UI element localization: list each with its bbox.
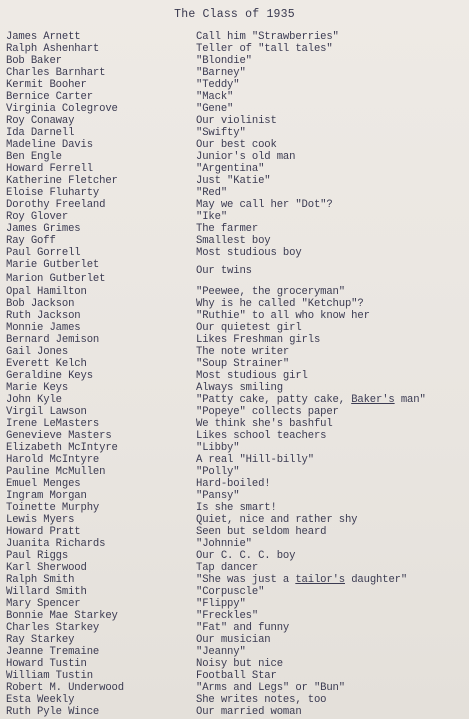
roster-row [6,139,469,151]
student-name: Opal Hamilton [6,285,87,298]
student-name: William Tustin [6,670,93,683]
student-name: Robert M. Underwood [6,682,124,695]
student-note [196,706,469,718]
student-note-text: "Arms and Legs" or "Bun" [196,682,345,695]
roster-row [6,211,469,223]
student-name: Bob Baker [6,55,62,68]
student-note [196,358,469,370]
student-note-text: Our C. C. C. boy [196,550,296,563]
student-note [196,682,469,694]
roster-row [6,358,469,370]
student-note-text: "Flippy" [196,598,246,611]
student-note [196,43,469,55]
roster-row [6,79,469,91]
student-name: Juanita Richards [6,538,106,551]
student-note-text: "Mack" [196,91,234,104]
student-note [196,514,469,526]
roster-row [6,466,469,478]
student-note [196,199,469,211]
student-name: Gail Jones [6,345,69,358]
student-name: Jeanne Tremaine [6,646,100,659]
roster-row [6,598,469,610]
student-note [196,151,469,163]
student-note-text: The farmer [196,223,259,236]
student-roster [6,31,469,718]
roster-row [6,562,469,574]
student-name: Everett Kelch [6,357,87,370]
student-note-text: "Ike" [196,211,228,224]
student-note [196,163,469,175]
student-name: Toinette Murphy [6,502,100,515]
student-name: Ray Goff [6,235,56,248]
roster-row [6,67,469,79]
roster-row [6,151,469,163]
student-name: Ray Starkey [6,634,75,647]
student-note [196,187,469,199]
student-name: James Grimes [6,223,81,236]
roster-row [6,418,469,430]
student-name: Mary Spencer [6,598,81,611]
student-note-text: "Barney" [196,67,246,80]
student-note [196,562,469,574]
student-note [196,478,469,490]
student-note-text: The note writer [196,345,290,358]
student-name: Lewis Myers [6,514,75,527]
student-note [196,79,469,91]
roster-row [6,322,469,334]
student-note-text: Hard-boiled! [196,478,271,491]
student-note [196,622,469,634]
student-note-text: May we call her "Dot"? [196,199,333,212]
student-note-text: Just "Katie" [196,175,271,188]
student-note-text: Football Star [196,670,277,683]
student-note [196,31,469,43]
student-note-text: "Swifty" [196,127,246,140]
student-note [196,442,469,454]
student-name: Ralph Ashenhart [6,43,100,56]
student-note-text: Our married woman [196,706,302,719]
student-note-text: "She was just a [196,574,296,587]
student-note-text: "Libby" [196,442,240,455]
student-note [196,466,469,478]
student-note [196,526,469,538]
student-note-text: Our twins [196,265,252,278]
student-note-text: "Red" [196,187,228,200]
student-note-text: Quiet, nice and rather shy [196,514,358,527]
student-note [196,175,469,187]
student-note [196,538,469,550]
roster-row [6,670,469,682]
roster-row [6,382,469,394]
roster-row [6,658,469,670]
student-note-text: Likes school teachers [196,430,327,442]
student-name: Marie Gutberlet [6,259,100,272]
student-note-text: Noisy but nice [196,658,283,671]
student-name: Ingram Morgan [6,490,87,503]
student-name: Monnie James [6,321,81,334]
roster-row [6,634,469,646]
student-note [196,658,469,670]
student-name: Roy Glover [6,211,69,224]
roster-row [6,394,469,406]
roster-row [6,442,469,454]
student-note [196,634,469,646]
student-name: Harold McIntyre [6,454,100,467]
student-note [196,598,469,610]
page-title: The Class of 1935 [174,8,295,21]
student-note [196,91,469,103]
student-name: Dorothy Freeland [6,199,106,212]
student-note-text: Tap dancer [196,562,259,575]
student-note [196,406,469,418]
student-note [196,211,469,223]
student-name: Bernard Jemison [6,333,100,346]
student-name: James Arnett [6,31,81,43]
roster-row [6,163,469,175]
student-name: Bernice Carter [6,91,93,104]
student-name: Ida Darnell [6,127,75,140]
student-name: Emuel Menges [6,478,81,491]
roster-row [6,43,469,55]
student-name: Elizabeth McIntyre [6,442,118,455]
roster-row [6,334,469,346]
student-note-text: "Ruthie" to all who know her [196,309,370,322]
roster-row [6,610,469,622]
roster-row [6,175,469,187]
roster-row [6,538,469,550]
roster-row [6,115,469,127]
student-name: Roy Conaway [6,115,75,128]
roster-row [6,235,469,247]
student-note-text: "Patty cake, patty cake, [196,393,352,406]
student-name: Bonnie Mae Starkey [6,610,118,623]
roster-row [6,286,469,298]
roster-row [6,259,469,278]
student-note-text: "Gene" [196,103,234,116]
student-note-text: "Soup Strainer" [196,357,290,370]
student-name: Howard Tustin [6,658,87,671]
roster-row [6,502,469,514]
student-note-text: "Argentina" [196,163,265,176]
roster-row [6,430,469,442]
student-name: Virginia Colegrove [6,103,118,116]
roster-row [6,91,469,103]
student-name: Paul Riggs [6,550,69,563]
roster-row [6,682,469,694]
student-name: Bob Jackson [6,297,75,310]
student-note-underlined-word: tailor's [295,574,345,587]
student-name: Ralph Smith [6,574,75,587]
student-name: Pauline McMullen [6,466,106,479]
student-note-text: Is she smart! [196,502,277,515]
student-name: Kermit Booher [6,79,87,92]
student-name: Katherine Fletcher [6,175,118,188]
roster-row [6,298,469,310]
student-note-text: "Blondie" [196,55,252,68]
student-note-text: A real "Hill-billy" [196,454,314,467]
student-note-text: Seen but seldom heard [196,526,327,539]
student-note-text: "Teddy" [196,79,240,92]
student-name: Irene LeMasters [6,417,100,430]
student-note [196,115,469,127]
roster-row [6,370,469,382]
roster-row [6,454,469,466]
student-note-text: Always smiling [196,381,283,394]
student-note-text: "Fat" and funny [196,622,290,635]
student-note [196,382,469,394]
student-note-text: Teller of "tall tales" [196,43,333,56]
student-note [196,586,469,598]
student-name: Marion Gutberlet [6,273,106,286]
student-note [196,298,469,310]
roster-row [6,310,469,322]
student-name: Ben Engle [6,151,62,164]
student-note [196,394,469,406]
student-note [196,454,469,466]
student-name: Howard Ferrell [6,163,93,176]
student-name: John Kyle [6,393,62,406]
student-note-text: Our quietest girl [196,321,302,334]
student-name: Virgil Lawson [6,405,87,418]
student-note-text: "Peewee, the groceryman" [196,285,345,298]
student-note-text: Call him "Strawberries" [196,31,339,43]
student-note [196,502,469,514]
roster-row [6,490,469,502]
student-note-text: Most studious boy [196,247,302,260]
student-name: Charles Starkey [6,622,100,635]
student-note-tail: man" [394,393,426,406]
roster-row [6,586,469,598]
student-name: Charles Barnhart [6,67,106,80]
student-note-text: She writes notes, too [196,694,327,707]
student-note-text: "Corpuscle" [196,586,265,599]
roster-row [6,103,469,115]
student-name: Esta Weekly [6,694,75,707]
student-note [196,574,469,586]
student-note-text: "Pansy" [196,490,240,503]
roster-row [6,271,469,286]
roster-row [6,187,469,199]
roster-row [6,514,469,526]
student-note [196,490,469,502]
student-note [196,334,469,346]
student-name: Paul Gorrell [6,247,81,260]
student-name: Genevieve Masters [6,430,112,442]
student-name: Howard Pratt [6,526,81,539]
student-note [196,694,469,706]
student-note-text: Smallest boy [196,235,271,248]
student-note-text: "Jeanny" [196,646,246,659]
roster-row [6,478,469,490]
student-name: Ruth Jackson [6,309,81,322]
student-note [196,610,469,622]
student-note [196,67,469,79]
student-name: Madeline Davis [6,139,93,152]
roster-row [6,706,469,718]
roster-row [6,247,469,259]
roster-row [6,199,469,211]
student-name: Willard Smith [6,586,87,599]
student-note-text: Likes Freshman girls [196,333,321,346]
student-note [196,127,469,139]
student-note [196,670,469,682]
roster-row [6,31,469,43]
student-note [196,247,469,259]
roster-row [6,127,469,139]
student-name: Geraldine Keys [6,369,93,382]
student-note [196,646,469,658]
student-note [196,55,469,67]
student-note [196,346,469,358]
student-note-text: We think she's bashful [196,417,333,430]
student-name: Marie Keys [6,381,69,394]
student-name: Karl Sherwood [6,562,87,575]
student-note-text: "Polly" [196,466,240,479]
student-name: Eloise Fluharty [6,187,100,200]
student-note [196,235,469,247]
student-note [196,322,469,334]
roster-row [6,223,469,235]
student-note-underlined-word: Baker's [351,393,395,406]
student-note-text: "Freckles" [196,610,259,623]
student-note [196,550,469,562]
student-note-text: "Popeye" collects paper [196,405,339,418]
student-note [196,139,469,151]
roster-row [6,526,469,538]
student-note [196,103,469,115]
student-note-text: Why is he called "Ketchup"? [196,297,364,310]
roster-row [6,550,469,562]
student-note [196,430,469,442]
student-note-text: Most studious girl [196,369,308,382]
roster-row [6,622,469,634]
student-note [196,223,469,235]
student-note-text: "Johnnie" [196,538,252,551]
student-name: Ruth Pyle Wince [6,706,100,719]
student-note-text: Our best cook [196,139,277,152]
roster-row [6,346,469,358]
student-note [196,286,469,298]
roster-row [6,694,469,706]
roster-row [6,574,469,586]
student-note-text: Our musician [196,634,271,647]
student-note-text: Our violinist [196,115,277,128]
roster-row [6,55,469,67]
student-note [196,370,469,382]
roster-row [6,646,469,658]
student-note [196,310,469,322]
student-note-tail: daughter" [345,574,408,587]
student-note-text: Junior's old man [196,151,296,164]
roster-row [6,406,469,418]
student-note [196,418,469,430]
